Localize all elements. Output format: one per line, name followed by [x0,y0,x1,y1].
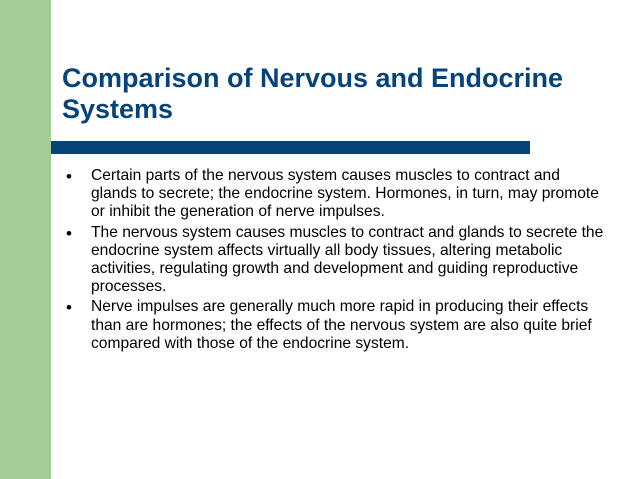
bullet-item [66,298,606,353]
bullet-text: Nerve impulses are generally much more rapid in producing their effects than are hormones; the effects of the nervous system are also quite brief compared with those of the endocrine system. [91,298,592,352]
bullet-text: Certain parts of the nervous system causes muscles to contract and glands to secrete; the endocrine system. Hormones, in turn, may promote or inhibit the generation of nerve impulses. [91,167,599,221]
bullet-item [66,224,606,297]
slide-title: Comparison of Nervous and Endocrine Systems [62,63,564,124]
bullet-icon: • [66,223,72,243]
bullet-icon: • [66,167,72,186]
bullet-icon: • [66,298,72,318]
bullet-item [66,167,606,222]
bullet-text: The nervous system causes muscles to contract and glands to secrete the endocrine system affects virtually all body tissues, altering metabolic activities, regulating growth and development and guiding reproductive processes. [91,223,604,296]
bullet-list [66,167,606,355]
title-underline-bar [51,141,530,154]
